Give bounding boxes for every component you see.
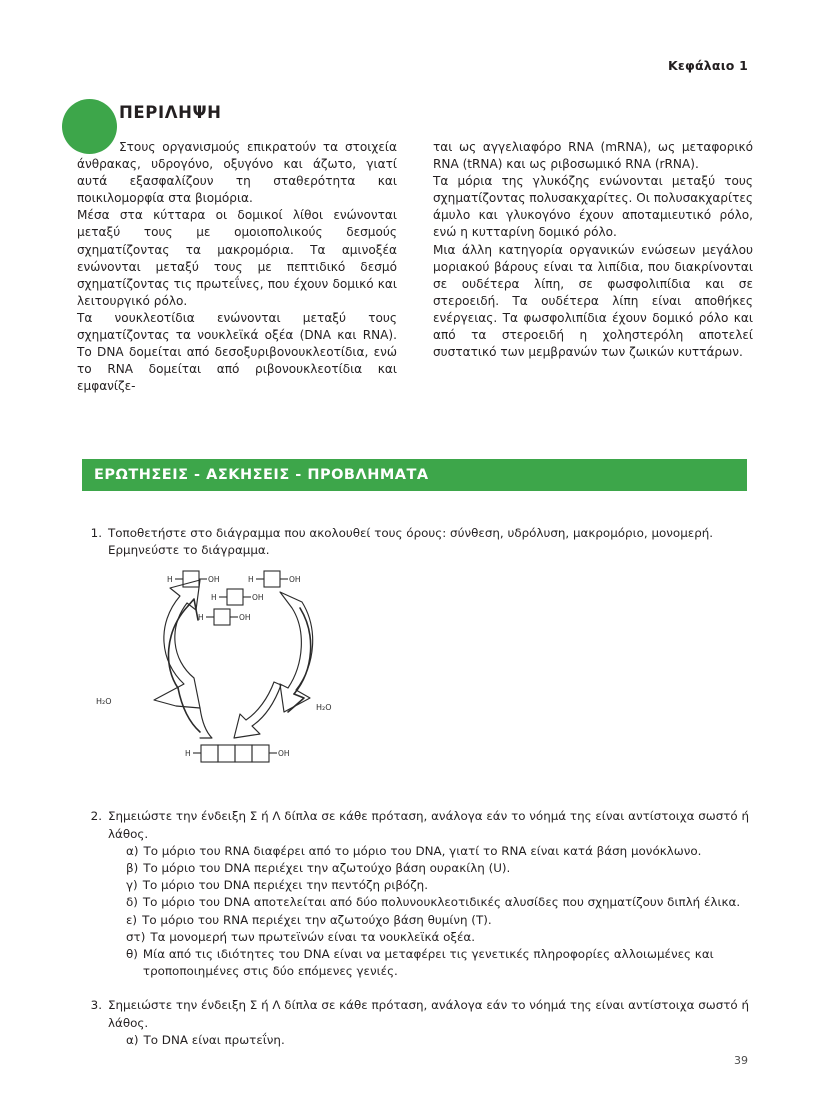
summary-paragraph: ται ως αγγελιαφόρο RNA (mRNA), ως μεταφορικό RNA (tRNA) και ως ριβοσωμικό RNA (rRNA). <box>433 140 753 172</box>
monomer-oh-label: OH <box>252 593 264 602</box>
exercise-subitem <box>108 946 754 980</box>
monomer-box <box>183 571 199 587</box>
monomer-oh-label: OH <box>289 575 301 584</box>
exercise-subitem <box>108 912 754 929</box>
polymer-box <box>235 745 252 762</box>
summary-paragraph: Τα μόρια της γλυκόζης ενώνονται μεταξύ τους σχηματίζοντας πολυσακχαρίτες. Οι πολυσακχαρίτες άμυλο και γλυκογόνο έχουν αποταμιευτικό ρόλο, ενώ η κυτταρίνη δομικό ρόλο. <box>433 174 753 240</box>
polymer-box <box>252 745 269 762</box>
subitem-text: Μία από τις ιδιότητες του DNA είναι να μεταφέρει τις γενετικές πληροφορίες αλλοιωμένες και τροποποιημένες στις δύο επόμενες γενιές. <box>142 947 714 979</box>
exercise-subitem <box>108 929 754 946</box>
subitem-marker: στ) <box>126 929 146 944</box>
section-header-label: ΕΡΩΤΗΣΕΙΣ - ΑΣΚΗΣΕΙΣ - ΠΡΟΒΛΗΜΑΤΑ <box>94 467 429 483</box>
summary-title: ΠΕΡΙΛΗΨΗ <box>119 103 222 122</box>
exercise-subitem <box>108 877 754 894</box>
polymer-box <box>218 745 235 762</box>
summary-columns <box>77 139 753 395</box>
summary-paragraph: Στους οργανισμούς επικρατούν τα στοιχεία άνθρακας, υδρογόνο, οξυγόνο και άζωτο, γιατί αυτά εξασφαλίζουν τη σταθερότητα και ποικιλομορφία στα βιομόρια. <box>77 140 397 206</box>
exercise-item-3 <box>82 997 754 1049</box>
exercise-subitem <box>108 843 754 860</box>
summary-paragraph: Μέσα στα κύτταρα οι δομικοί λίθοι ενώνονται μεταξύ τους με ομοιοπολικούς δεσμούς σχηματίζοντας τα μακρομόρια. Τα αμινοξέα ενώνονται μεταξύ τους με πεπτιδικό δεσμό σχηματίζοντας τις πρωτεΐνες, που έχουν δομικό και λειτουργικό ρόλο. <box>77 208 397 308</box>
subitem-text: Το DNA είναι πρωτεΐνη. <box>143 1032 285 1047</box>
subitem-marker: δ) <box>126 895 138 910</box>
summary-right-column <box>433 139 753 395</box>
exercise-stem: Τοποθετήστε στο διάγραμμα που ακολουθεί τους όρους: σύνθεση, υδρόλυση, μακρομόριο, μονομερή. Ερμηνεύστε το διάγραμμα. <box>108 526 714 558</box>
subitem-marker: ε) <box>126 912 138 927</box>
monomer-box <box>227 589 243 605</box>
exercise-stem: Σημειώστε την ένδειξη Σ ή Λ δίπλα σε κάθε πρόταση, ανάλογα εάν το νόημά της είναι αντίστοιχα σωστό ή λάθος. <box>108 998 750 1030</box>
exercise-number: 2. <box>90 809 102 824</box>
monomer-oh-label: OH <box>239 613 251 622</box>
synthesis-arrow <box>280 592 313 712</box>
exercise-body <box>108 997 754 1049</box>
summary-paragraph: Μια άλλη κατηγορία οργανικών ενώσεων μεγάλου μοριακού βάρους είναι τα λιπίδια, που διακρίνονται σε ουδέτερα λίπη, σε φωσφολιπίδια και σε στεροειδή. Τα ουδέτερα λίπη είναι αποθήκες ενέργειας. Τα φωσφολιπίδια έχουν δομικό ρόλο και από τα στεροειδή η χοληστερόλη αποτελεί συστατικό των μεμβρανών των ζωικών κυττάρων. <box>433 242 753 360</box>
subitem-text: Το μόριο του RNA περιέχει την αζωτούχο βάση θυμίνη (Τ). <box>142 912 492 927</box>
subitem-marker: θ) <box>126 947 138 962</box>
monomer-h-label: H <box>211 593 217 602</box>
monomer-h-label: H <box>248 575 254 584</box>
exercise-number: 1. <box>90 526 102 540</box>
exercise-gap <box>82 980 754 997</box>
exercise-subitem <box>108 894 754 911</box>
synthesis-arrow-lower-branch <box>234 682 281 738</box>
synthesis-hydrolysis-diagram <box>88 566 418 788</box>
hydrolysis-arrow-tail-outline <box>200 708 212 738</box>
hydrolysis-arrow-tail <box>178 688 200 732</box>
hydrolysis-arrow-inner-guide <box>169 606 188 688</box>
monomer-unit <box>248 571 301 587</box>
monomer-unit <box>167 571 220 587</box>
monomer-oh-label: OH <box>208 575 220 584</box>
exercise-subitems <box>108 1032 754 1049</box>
polymer-chain <box>185 745 290 762</box>
monomer-group <box>167 571 301 625</box>
subitem-text: Το μόριο του DNA αποτελείται από δύο πολυνουκλεοτιδικές αλυσίδες που σχηματίζουν διπλή έλικα. <box>142 895 741 910</box>
polymer-oh-label: OH <box>278 749 290 758</box>
subitem-marker: γ) <box>126 878 138 893</box>
section-header-bar <box>82 459 747 491</box>
running-header: Κεφάλαιο 1 <box>667 58 748 73</box>
exercise-subitem <box>108 1032 754 1049</box>
subitem-marker: α) <box>126 1032 139 1047</box>
monomer-unit <box>198 609 251 625</box>
exercise-item-1 <box>82 525 754 559</box>
exercise-subitems <box>108 843 754 981</box>
water-label-right: H₂O <box>316 703 332 712</box>
diagram-svg <box>88 566 418 788</box>
summary-left-column <box>77 139 397 395</box>
page-number: 39 <box>734 1054 748 1067</box>
subitem-text: Το μόριο του DNA περιέχει την πεντόζη ριβόζη. <box>142 878 428 893</box>
monomer-box <box>264 571 280 587</box>
subitem-text: Το μόριο του DNA περιέχει την αζωτούχο βάση ουρακίλη (U). <box>143 861 511 876</box>
exercise-body <box>108 808 754 980</box>
monomer-box <box>214 609 230 625</box>
subitem-text: Τα μονομερή των πρωτεϊνών είναι τα νουκλεϊκά οξέα. <box>150 929 476 944</box>
exercise-number: 3. <box>90 998 102 1013</box>
subitem-marker: β) <box>126 861 139 876</box>
summary-paragraph: Τα νουκλεοτίδια ενώνονται μεταξύ τους σχηματίζοντας τα νουκλεϊκά οξέα (DNA και RNA). Το DNA δομείται από δεσοξυριβονουκλεοτίδια, ενώ το RNA δομείται από ριβονουκλεοτίδια και εμφανίζε- <box>77 310 397 394</box>
exercise-body <box>108 525 754 559</box>
polymer-h-label: H <box>185 749 191 758</box>
monomer-h-label: H <box>198 613 204 622</box>
monomer-h-label: H <box>167 575 173 584</box>
subitem-marker: α) <box>126 843 139 858</box>
exercise-stem: Σημειώστε την ένδειξη Σ ή Λ δίπλα σε κάθε πρόταση, ανάλογα εάν το νόημά της είναι αντίστοιχα σωστό ή λάθος. <box>108 809 750 841</box>
subitem-text: Το μόριο του RNA διαφέρει από το μόριο του DNA, γιατί το RNA είναι κατά βάση μονόκλωνο. <box>143 843 702 858</box>
exercise-item-2 <box>82 808 754 980</box>
polymer-box <box>201 745 218 762</box>
synthesis-arrow-inner-guide <box>294 608 311 694</box>
water-label-left: H₂O <box>96 697 112 706</box>
monomer-unit <box>211 589 264 605</box>
exercise-subitem <box>108 860 754 877</box>
